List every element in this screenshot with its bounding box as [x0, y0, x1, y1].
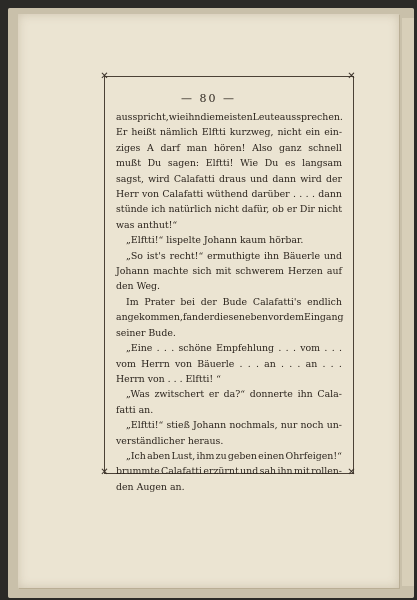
word: recht!“ [169, 250, 204, 262]
word: von [175, 358, 192, 370]
word: . [338, 343, 342, 355]
corner-ornament-bottom-right-icon: ✕ [347, 467, 356, 478]
word: wie [168, 112, 186, 123]
word: machte [153, 266, 189, 278]
word: natürlich [168, 204, 212, 216]
word: heißt [131, 127, 156, 139]
word: Bäuerle [282, 250, 321, 262]
word: . [331, 343, 335, 355]
text-line-content: verständlicher heraus. [116, 435, 224, 447]
word: ermuthigte [207, 250, 261, 262]
word: Elftti! [205, 158, 234, 170]
word: nochmals, [229, 420, 278, 432]
word: Im [126, 296, 139, 308]
word: ganz [278, 142, 302, 154]
word: nicht [277, 127, 302, 139]
word: aben [147, 450, 171, 462]
word: mit [294, 466, 310, 478]
word: es [285, 158, 296, 170]
word: erzürnt [203, 466, 239, 478]
word: . [281, 358, 284, 370]
word: diesen [214, 312, 245, 324]
text-line [116, 295, 342, 310]
text-line [116, 156, 342, 171]
word: Calafatti [162, 189, 204, 201]
word: da?“ [223, 389, 246, 401]
word: . [330, 358, 334, 370]
word: ihn [297, 389, 313, 401]
word: nur [280, 420, 298, 432]
word: schöne [178, 343, 212, 355]
word: . [305, 189, 309, 201]
word: langsam [302, 158, 342, 170]
word: hören! [213, 142, 246, 154]
word: Er [116, 127, 128, 139]
word: Du [147, 158, 162, 170]
word: einen [258, 450, 285, 462]
word: un- [326, 420, 342, 432]
word: ob [272, 204, 284, 216]
word: Eingang [303, 312, 344, 324]
word: er [286, 204, 297, 216]
text-line [116, 480, 342, 495]
text-line [116, 357, 342, 372]
word: nicht [214, 204, 239, 216]
body-text [116, 110, 342, 495]
word: mit [215, 266, 232, 278]
word: eben [244, 312, 269, 324]
word: sagst, [116, 173, 144, 185]
word: wird [148, 173, 170, 185]
word: . [338, 358, 342, 370]
word: Wie [240, 158, 259, 170]
text-line [116, 464, 342, 479]
word: . [324, 343, 328, 355]
word: dafür, [241, 204, 270, 216]
text-line [116, 279, 342, 294]
word: meisten [215, 112, 253, 123]
word: brummte [116, 466, 160, 478]
word: darüber [251, 189, 290, 201]
text-line [116, 218, 342, 233]
word: Prater [144, 296, 175, 308]
word: „Elftti!“ [126, 420, 164, 432]
word: „Eine [126, 343, 153, 355]
word: mußt [116, 158, 141, 170]
word: der [200, 296, 217, 308]
word: stieß [166, 420, 190, 432]
word: und [323, 250, 342, 262]
text-line-content: Herrn von . . . Elftti! “ [116, 373, 221, 385]
word: aussprechen. [279, 112, 343, 123]
word: Herrn [141, 358, 170, 370]
text-line [116, 434, 342, 449]
word: nicht [317, 204, 342, 216]
word: donnerte [249, 389, 293, 401]
word: Herzen [288, 266, 323, 278]
word: die [200, 112, 215, 123]
word: auf [326, 266, 342, 278]
word: darf [160, 142, 180, 154]
word: Calafatti [161, 466, 202, 478]
word: an [264, 358, 276, 370]
word: . [297, 358, 301, 370]
text-line-content: „Elftti!“ lispelte Johann kaum hörbar. [126, 235, 304, 247]
word: sah [259, 466, 277, 478]
word: vor [268, 312, 284, 324]
text-line-content: seiner Bude. [116, 327, 176, 339]
word: stünde [116, 204, 149, 216]
word: . [278, 343, 282, 355]
word: er [208, 389, 219, 401]
word: kurzweg, [229, 127, 274, 139]
word: . [289, 358, 293, 370]
text-line [116, 403, 342, 418]
corner-ornament-bottom-left-icon: ✕ [100, 467, 109, 478]
word: ihn [185, 112, 201, 123]
word: . [255, 358, 259, 370]
word: ihn [277, 466, 293, 478]
word: Empfehlung [216, 343, 275, 355]
word: Herr [116, 189, 139, 201]
word: nämlich [160, 127, 198, 139]
word: Bäuerle [197, 358, 235, 370]
page-number: — 80 — [181, 92, 236, 105]
word: dem [283, 312, 304, 324]
word: Calafatti [173, 173, 215, 185]
word: sich [192, 266, 212, 278]
word: sagen: [167, 158, 200, 170]
text-line [116, 141, 342, 156]
word: zwitschert [154, 389, 205, 401]
word: er [203, 312, 214, 324]
word: Bude [222, 296, 248, 308]
text-line [116, 187, 342, 202]
text-line [116, 387, 342, 402]
corner-ornament-top-right-icon: ✕ [347, 71, 356, 82]
text-line-content: fatti an. [116, 404, 154, 416]
word: fand [182, 312, 204, 324]
word: ein [305, 127, 321, 139]
word: . [156, 343, 160, 355]
word: A [146, 142, 154, 154]
text-line [116, 172, 342, 187]
word: draus [219, 173, 246, 185]
word: Also [252, 142, 273, 154]
word: geben [227, 450, 257, 462]
word: Johann [116, 266, 150, 278]
word: . [163, 343, 167, 355]
text-line [116, 249, 342, 264]
text-line [116, 110, 342, 125]
word: vom [300, 343, 321, 355]
word: wüthend [206, 189, 249, 201]
word: ihn [264, 250, 280, 262]
word: der [325, 173, 342, 185]
text-line [116, 418, 342, 433]
word: Du [264, 158, 279, 170]
word: . [247, 358, 251, 370]
word: . [171, 343, 175, 355]
word: . [292, 343, 296, 355]
word: rollen- [311, 466, 342, 478]
word: . [285, 343, 289, 355]
word: ich [151, 204, 166, 216]
word: schnell [308, 142, 342, 154]
word: und [240, 466, 259, 478]
word: und [250, 173, 269, 185]
text-line [116, 310, 342, 325]
text-line [116, 264, 342, 279]
text-line [116, 233, 342, 248]
word: dann [272, 173, 297, 185]
word: ausspricht, [116, 112, 169, 123]
word: „Ich [126, 450, 146, 462]
text-line-content: den Weg. [116, 281, 160, 293]
text-line [116, 125, 342, 140]
word: an [305, 358, 318, 370]
word: schwerem [235, 266, 284, 278]
word: „So [126, 250, 143, 262]
word: . [299, 189, 303, 201]
word: . [239, 358, 243, 370]
word: ihm [196, 450, 215, 462]
text-line [116, 202, 342, 217]
word: Leute [252, 112, 280, 123]
word: . [311, 189, 315, 201]
word: endlich [307, 296, 342, 308]
word: von [142, 189, 160, 201]
word: „Was [126, 389, 150, 401]
word: zu [215, 450, 227, 462]
word: ziges [116, 142, 141, 154]
word: Johann [193, 420, 227, 432]
word: . [292, 189, 296, 201]
text-line [116, 449, 342, 464]
word: wird [300, 173, 322, 185]
corner-ornament-top-left-icon: ✕ [100, 71, 109, 82]
text-line [116, 326, 342, 341]
word: dann [318, 189, 342, 201]
word: Cala- [317, 389, 342, 401]
word: man [186, 142, 208, 154]
word: noch [300, 420, 324, 432]
word: Elftti [201, 127, 226, 139]
text-line [116, 372, 342, 387]
word: Calafatti's [252, 296, 302, 308]
text-line [116, 341, 342, 356]
word: ein- [324, 127, 342, 139]
word: . [322, 358, 326, 370]
word: Ohrfeigen!“ [285, 450, 342, 462]
text-line-content: den Augen an. [116, 481, 185, 493]
word: Dir [299, 204, 315, 216]
word: ist's [146, 250, 166, 262]
word: bei [180, 296, 195, 308]
word: Lust, [171, 450, 196, 462]
word: angekommen, [116, 312, 183, 324]
text-line-content: was anthut!“ [116, 219, 178, 231]
word: vom [116, 358, 136, 370]
